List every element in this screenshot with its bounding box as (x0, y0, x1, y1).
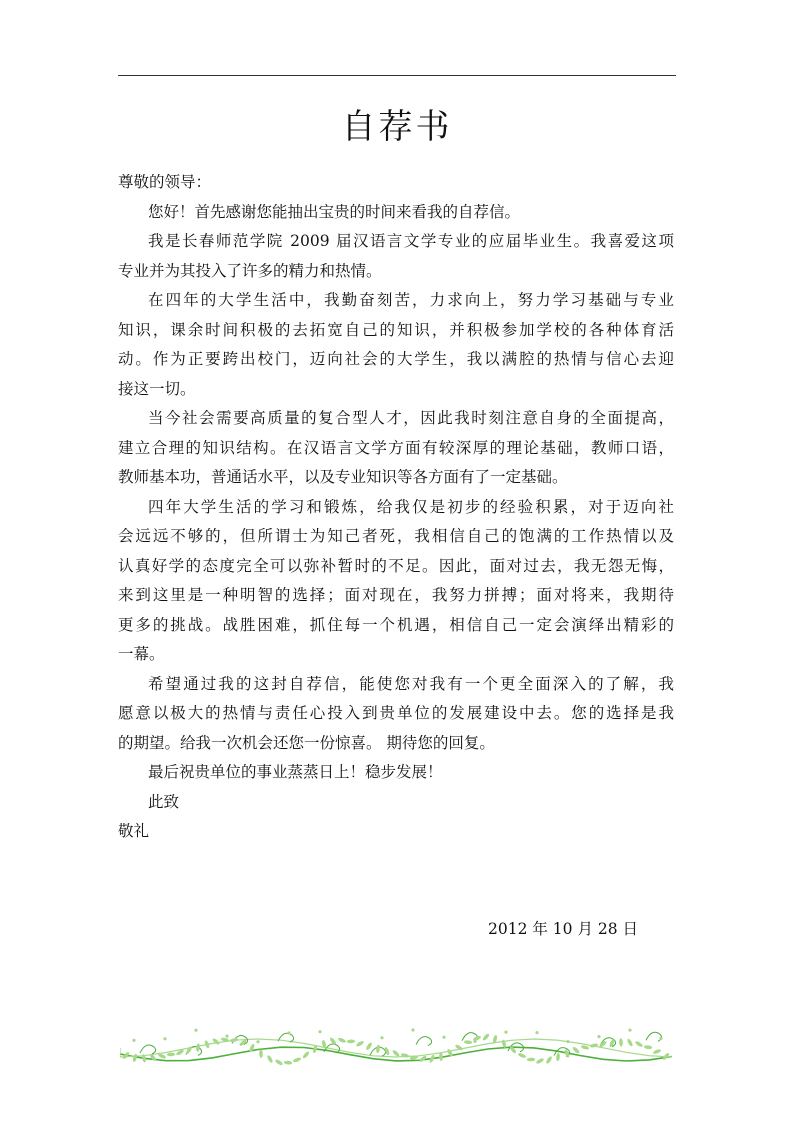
paragraph-line: 专业并为其投入了许多的精力和热情。 (118, 261, 382, 280)
letter-date: 2012 年 10 月 28 日 (488, 920, 639, 938)
paragraph-line: 更多的挑战。战胜困难，抓住每一个机遇，相信自己一定会演绎出精彩的 (118, 615, 674, 634)
paragraph-line: 建立合理的知识结构。在汉语言文学方面有较深厚的理论基础，教师口语， (118, 438, 674, 457)
paragraph-line: 接这一切。 (118, 379, 196, 398)
paragraph-line: 四年大学生活的学习和锻炼，给我仅是初步的经验积累，对于迈向社 (148, 497, 674, 516)
closing-line-2: 敬礼 (118, 822, 150, 840)
paragraph-line: 知识，课余时间积极的去拓宽自己的知识，并积极参加学校的各种体育活 (118, 320, 674, 339)
paragraphs (118, 198, 674, 788)
salutation: 尊敬的领导： (118, 173, 212, 191)
paragraph-line: 一幕。 (118, 645, 165, 663)
paragraph-line: 在四年的大学生活中，我勤奋刻苦，力求向上，努力学习基础与专业 (148, 291, 674, 309)
vine-decoration (120, 1020, 672, 1070)
header-rule (118, 75, 676, 76)
closing-line-1: 此致 (148, 792, 180, 811)
paragraph-line: 愿意以极大的热情与责任心投入到贵单位的发展建设中去。您的选择是我 (118, 704, 674, 722)
paragraph-line: 教师基本功，普通话水平，以及专业知识等各方面有了一定基础。 (118, 468, 568, 486)
paragraph-line: 您好！首先感谢您能抽出宝贵的时间来看我的自荐信。 (148, 202, 521, 221)
paragraph-line: 的期望。给我一次机会还您一份惊喜。 期待您的回复。 (118, 733, 495, 752)
paragraph-line: 来到这里是一种明智的选择；面对现在，我努力拼搏；面对将来，我期待 (118, 586, 674, 604)
vine-border-image (120, 1020, 672, 1070)
paragraph-line: 会远远不够的，但所谓士为知己者死，我相信自己的饱满的工作热情以及 (118, 527, 674, 545)
paragraph-line: 认真好学的态度完全可以弥补暂时的不足。因此，面对过去，我无怨无悔， (118, 556, 674, 575)
paragraph-line: 当今社会需要高质量的复合型人才，因此我时刻注意自身的全面提高， (148, 409, 674, 427)
paragraph-line: 希望通过我的这封自荐信，能使您对我有一个更全面深入的了解，我 (148, 674, 674, 693)
document-title: 自荐书 (341, 107, 453, 147)
letter-body (118, 168, 674, 847)
paragraph-line: 动。作为正要跨出校门，迈向社会的大学生，我以满腔的热情与信心去迎 (118, 350, 674, 368)
paragraph-line: 最后祝贵单位的事业蒸蒸日上！稳步发展！ (148, 763, 443, 781)
paragraph-line: 我是长春师范学院 2009 届汉语言文学专业的应届毕业生。我喜爱这项 (148, 232, 674, 250)
